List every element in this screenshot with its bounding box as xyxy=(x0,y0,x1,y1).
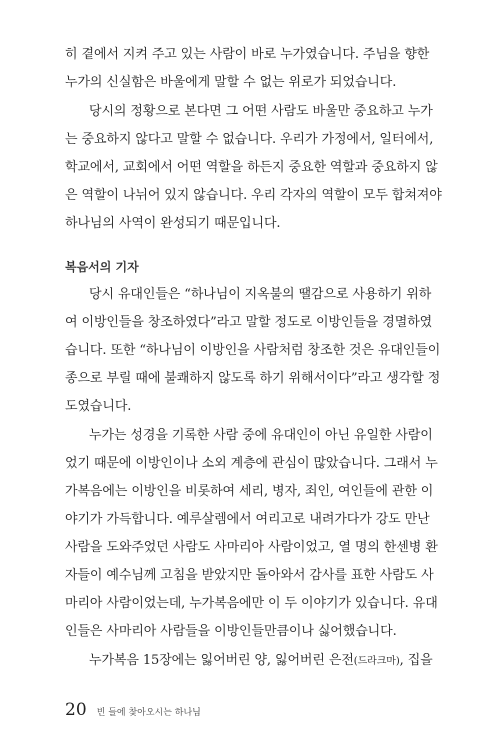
running-title: 빈 들에 찾아오시는 하나님 xyxy=(96,708,201,718)
paragraph-line: 당시 유대인들은 “하나님이 지옥불의 땔감으로 사용하기 위하 xyxy=(89,287,432,302)
paragraph-line: 은 역할이 나뉘어 있지 않습니다. 우리 각자의 역할이 모두 합쳐져야 xyxy=(65,188,442,203)
page-footer xyxy=(65,700,201,724)
paragraph-line: 자들이 예수님께 고침을 받았지만 돌아와서 감사를 표한 사람도 사 xyxy=(65,568,434,583)
paragraph-line: 누가의 신실함은 바울에게 말할 수 없는 위로가 되었습니다. xyxy=(65,75,397,90)
section-heading: 복음서의 기자 xyxy=(65,260,139,274)
paragraph-line: 하나님의 사역이 완성되기 때문입니다. xyxy=(65,216,281,231)
paragraph-line: 여 이방인들을 창조하였다”라고 말할 정도로 이방인들을 경멸하였 xyxy=(65,315,433,330)
paragraph-line: 야기가 가득합니다. 예루살렘에서 여리고로 내려가다가 강도 만난 xyxy=(65,512,430,527)
page-number: 20 xyxy=(65,700,87,720)
paragraph-line: 습니다. 또한 “하나님이 이방인을 사람처럼 창조한 것은 유대인들이 xyxy=(65,343,441,358)
paragraph-line: 마리아 사람이었는데, 누가복음에만 이 두 이야기가 있습니다. 유대 xyxy=(65,596,438,611)
paragraph-line: 종으로 부릴 때에 불쾌하지 않도록 하기 위해서이다”라고 생각할 정 xyxy=(65,371,441,386)
paragraph-line: 사람을 도와주었던 사람도 사마리아 사람이었고, 열 명의 한센병 환 xyxy=(65,540,438,555)
line-annotation: (드라크마) xyxy=(353,656,400,667)
paragraph-line: 가복음에는 이방인을 비롯하여 세리, 병자, 죄인, 여인들에 관한 이 xyxy=(65,484,434,499)
paragraph-line: 히 곁에서 지켜 주고 있는 사람이 바로 누가였습니다. 주님을 향한 xyxy=(65,47,430,62)
paragraph-line xyxy=(65,652,459,671)
paragraph-line: 었기 때문에 이방인이나 소외 계층에 관심이 많았습니다. 그래서 누 xyxy=(65,456,438,471)
paragraph-line: 학교에서, 교회에서 어떤 역할을 하든지 중요한 역할과 중요하지 않 xyxy=(65,160,438,175)
line-text: 누가복음 15장에는 잃어버린 양, 잃어버린 은전 xyxy=(89,653,354,668)
paragraph-line: 당시의 정황으로 본다면 그 어떤 사람도 바울만 중요하고 누가 xyxy=(89,104,433,119)
paragraph-line: 누가는 성경을 기록한 사람 중에 유대인이 아닌 유일한 사람이 xyxy=(89,428,433,443)
paragraph-line: 는 중요하지 않다고 말할 수 없습니다. 우리가 가정에서, 일터에서, xyxy=(65,132,434,147)
line-text: , 집을 xyxy=(399,653,433,668)
paragraph-line: 도였습니다. xyxy=(65,399,132,414)
paragraph-line: 인들은 사마리아 사람들을 이방인들만큼이나 싫어했습니다. xyxy=(65,624,397,639)
